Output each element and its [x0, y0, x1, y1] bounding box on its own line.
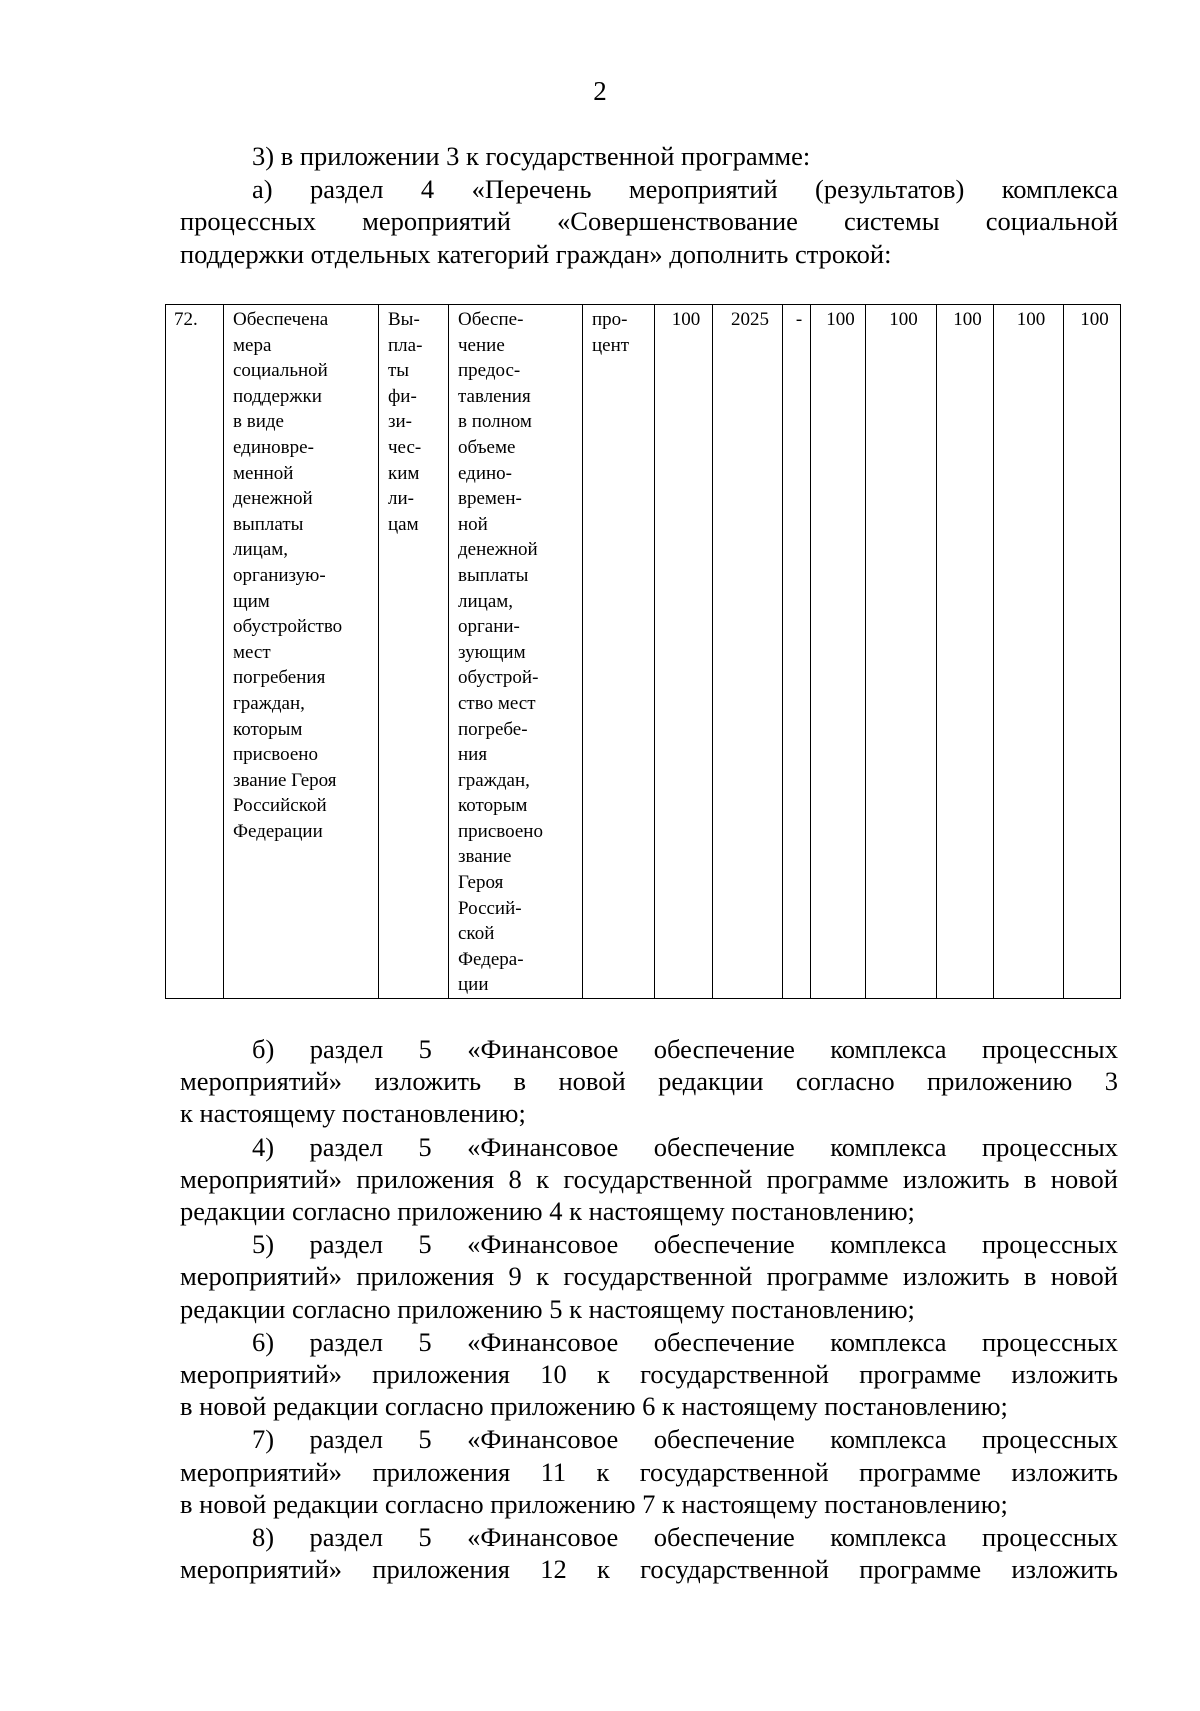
cell-value-3: 100 — [937, 305, 994, 999]
item-a-line-3: поддержки отдельных категорий граждан» дополнить строкой: — [180, 238, 892, 269]
cell-type: Вы- пла- ты фи- зи- чес- ким ли- цам — [379, 305, 449, 999]
para-8-line-1: 8) раздел 5 «Финансовое обеспечение комплекса процессных — [252, 1522, 1118, 1553]
para-7-line-2: мероприятий» приложения 11 к государственной программе изложить — [180, 1456, 1118, 1487]
item-a-line-1: а) раздел 4 «Перечень мероприятий (результатов) комплекса — [252, 173, 1118, 204]
para-8-line-2: мероприятий» приложения 12 к государственной программе изложить — [180, 1554, 1118, 1585]
intro-text — [180, 140, 1118, 270]
item-a-line-2: процессных мероприятий «Совершенствование системы социальной — [180, 206, 1118, 236]
item-3-line: 3) в приложении 3 к государственной программе: — [252, 141, 811, 171]
para-6-line-1: 6) раздел 5 «Финансовое обеспечение комплекса процессных — [252, 1326, 1118, 1357]
cell-dash: - — [783, 305, 811, 999]
cell-value-5: 100 — [1064, 305, 1121, 999]
page-number: 2 — [593, 76, 607, 106]
para-5-line-2: мероприятий» приложения 9 к государственной программе изложить в новой — [180, 1261, 1118, 1292]
para-4-line-3: редакции согласно приложению 4 к настоящему постановлению; — [180, 1196, 915, 1227]
cell-unit: про- цент — [583, 305, 655, 999]
para-7-line-1: 7) раздел 5 «Финансовое обеспечение комплекса процессных — [252, 1424, 1118, 1455]
para-b-line-2: мероприятий» изложить в новой редакции согласно приложению 3 — [180, 1066, 1118, 1097]
para-b-line-1: б) раздел 5 «Финансовое обеспечение комплекса процессных — [252, 1034, 1118, 1064]
cell-characteristic: Обеспе- чение предос- тавления в полном объеме едино- времен- ной денежной выплаты лицам, органи- зующим обустрой- ство мест погребе- ния граждан, которым присвоено звание Героя Россий- ской Федера- ции — [449, 305, 583, 999]
cell-value-1: 100 — [811, 305, 866, 999]
table-row — [166, 305, 1121, 999]
amendments-text — [180, 1033, 1118, 1585]
cell-task: Обеспечена мера социальной поддержки в виде единовре- менной денежной выплаты лицам, организую- щим обустройство мест погребения граждан, которым присвоено звание Героя Российской Федерации — [224, 305, 379, 999]
cell-value-4: 100 — [994, 305, 1064, 999]
cell-base-year: 2025 — [713, 305, 783, 999]
para-4-line-2: мероприятий» приложения 8 к государственной программе изложить в новой — [180, 1163, 1118, 1194]
para-7-line-3: в новой редакции согласно приложению 7 к настоящему постановлению; — [180, 1488, 1008, 1519]
cell-value-2: 100 — [866, 305, 937, 999]
cell-base-value: 100 — [655, 305, 713, 999]
para-5-line-3: редакции согласно приложению 5 к настоящему постановлению; — [180, 1293, 915, 1324]
para-6-line-2: мероприятий» приложения 10 к государственной программе изложить — [180, 1359, 1118, 1390]
para-4-line-1: 4) раздел 5 «Финансовое обеспечение комплекса процессных — [252, 1131, 1118, 1162]
para-5-line-1: 5) раздел 5 «Финансовое обеспечение комплекса процессных — [252, 1229, 1118, 1260]
indicator-row-table — [165, 304, 1121, 999]
para-b-line-3: к настоящему постановлению; — [180, 1098, 526, 1129]
cell-row-number: 72. — [166, 305, 224, 999]
para-6-line-3: в новой редакции согласно приложению 6 к настоящему постановлению; — [180, 1391, 1008, 1422]
